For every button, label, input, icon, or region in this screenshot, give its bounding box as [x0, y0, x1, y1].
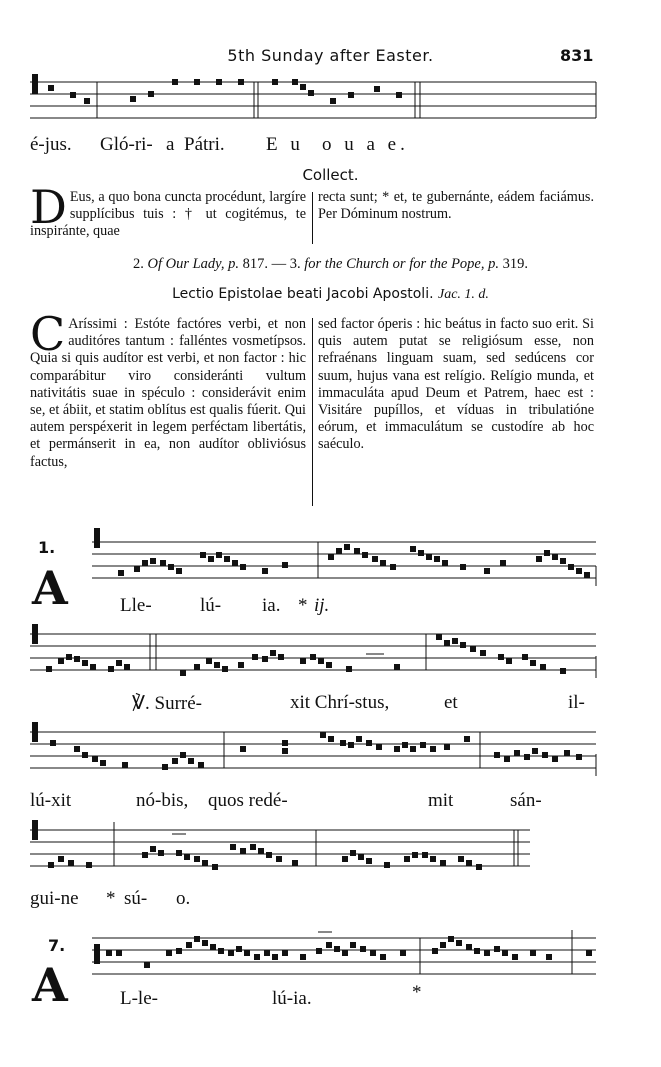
alleluia1-l3-lyric-5: sán- — [510, 790, 542, 811]
alleluia1-initial: A — [32, 561, 68, 615]
staff1-lyric-1: é-jus. — [30, 134, 72, 155]
page-number: 831 — [560, 46, 594, 65]
alleluia1-l1-lyric-1: Lle- — [120, 595, 152, 616]
alleluia1-staff-4 — [0, 816, 661, 886]
alleluia7-lyric-2: lú-ia. — [272, 988, 312, 1009]
lectio-dropcap: C — [30, 307, 66, 361]
refs-e: 319. — [499, 256, 528, 272]
alleluia1-l2-lyric-2: xit Chrí-stus, — [290, 692, 390, 713]
refs-b: Of Our Lady, p. — [147, 256, 239, 272]
staff1-lyric-2: Gló-ri- — [100, 134, 153, 155]
lectio-column-divider — [312, 318, 313, 506]
lectio-left-column — [30, 307, 306, 471]
collect-title: Collect. — [302, 166, 359, 184]
staff1-lyric-3: a — [166, 134, 175, 155]
alleluia1-l1-lyric-3: ia. — [262, 595, 281, 616]
collect-right-column — [318, 189, 594, 223]
alleluia1-staff-1 — [0, 520, 661, 590]
alleluia1-l1-lyric-4: * — [298, 595, 308, 616]
alleluia1-l3-lyric-3: quos redé- — [208, 790, 288, 811]
alleluia7-number: 7. — [48, 936, 66, 955]
lectio-right-text: sed factor óperis : hic beátus in facto suo erit. Si quis autem putat se religiósum esse, non refraénans linguam suam, sed sedúcens cor suum, hujus vana est relígio. Relígio munda, et immaculáta apud Deum et Patrem, haec est : Visitáre pupíllos, et víduas in tribulatióne eórum, et immaculátum se custodíre ab hoc saéculo. — [318, 316, 594, 453]
alleluia1-number: 1. — [38, 538, 56, 557]
collect-column-divider — [312, 192, 313, 244]
alleluia1-l1-lyric-2: lú- — [200, 595, 222, 616]
alleluia1-l3-lyric-4: mit — [428, 790, 454, 811]
lectio-right-column — [318, 316, 594, 454]
collect-right-text: recta sunt; * et, te gubernánte, eádem faciámus. Per Dóminum nostrum. — [318, 189, 594, 223]
collect-left-column — [30, 180, 306, 241]
alleluia1-l2-lyric-3: et — [444, 692, 458, 713]
alleluia1-l4-lyric-3: sú- — [124, 888, 148, 909]
staff1-lyric-6: o u a e. — [322, 134, 409, 155]
alleluia1-l2-lyric-1: ℣. Surré- — [132, 693, 202, 714]
alleluia1-staff-3 — [0, 718, 661, 788]
alleluia1-l2-lyric-4: il- — [568, 692, 585, 713]
chant-staff-1 — [0, 70, 661, 130]
lectio-reference: Jac. 1. d. — [438, 287, 489, 302]
collect-left-text: Eus, a quo bona cuncta procédunt, largíre supplícibus tuis : † ut cogitémus, te inspiránte, quae — [30, 189, 306, 240]
staff1-lyric-4: Pátri. — [184, 134, 225, 155]
alleluia1-l4-lyric-2: * — [106, 888, 116, 909]
alleluia7-staff — [0, 920, 661, 990]
lectio-title-text: Lectio Epistolae beati Jacobi Apostoli. — [172, 286, 434, 302]
alleluia1-l4-lyric-4: o. — [176, 888, 191, 909]
alleluia1-l3-lyric-1: lú-xit — [30, 790, 72, 811]
alleluia1-l4-lyric-1: gui-ne — [30, 888, 79, 909]
lectio-title — [0, 286, 661, 303]
running-header-title: 5th Sunday after Easter. — [227, 46, 434, 65]
alleluia7-lyric-3: * — [412, 982, 422, 1003]
refs-c: 817. — 3. — [238, 256, 305, 272]
refs-d: for the Church or for the Pope, p. — [304, 256, 499, 272]
collect-dropcap: D — [30, 180, 67, 234]
alleluia1-l1-lyric-5: ij. — [314, 595, 330, 616]
alleluia7-lyric-1: L-le- — [120, 988, 158, 1009]
refs-a: 2. — [133, 256, 148, 272]
alleluia1-l3-lyric-2: nó-bis, — [136, 790, 189, 811]
alleluia1-staff-2 — [0, 620, 661, 690]
alleluia7-initial: A — [32, 958, 68, 1012]
proper-references — [0, 256, 661, 273]
staff1-lyric-5: E u — [266, 134, 304, 155]
lectio-left-text: Aríssimi : Estóte factóres verbi, et non auditóres tantum : falléntes vosmetípsos. Quia si quis audítor est verbi, et non factor : hic comparábitur viro consideránti vultum nativitátis suae in spéculo : considerávit enim se, et ábiit, et statim oblítus est qualis fúerit. Qui autem perspéxerit in legem perféctam libertátis, et permánserit in ea, non audítor obliviósus factus, — [30, 316, 306, 470]
